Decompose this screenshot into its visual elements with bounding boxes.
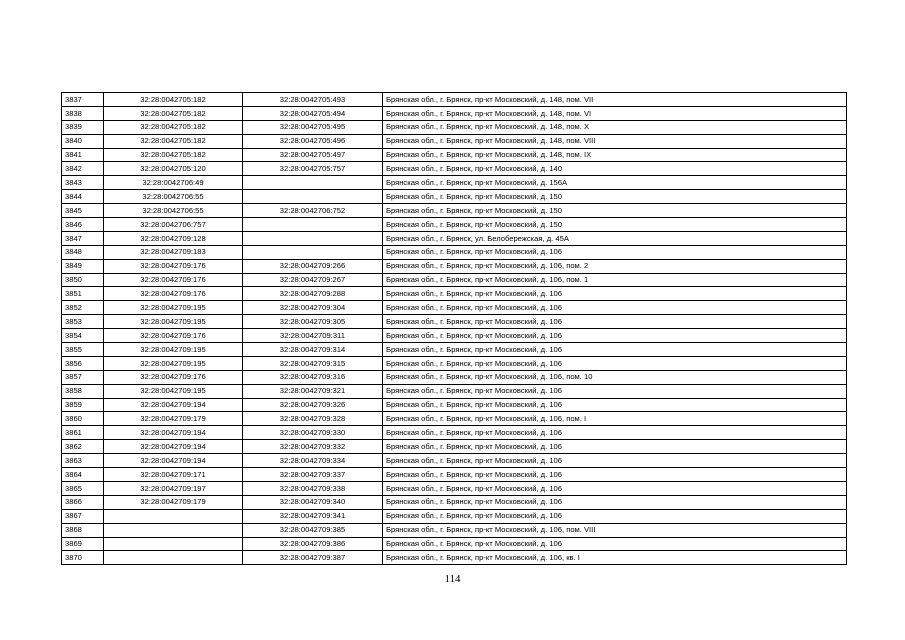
object-number-cell: 32:28:0042709:326 bbox=[243, 398, 383, 412]
table-row bbox=[62, 176, 847, 190]
row-number-cell: 3854 bbox=[62, 329, 104, 343]
object-number-cell: 32:28:0042709:330 bbox=[243, 426, 383, 440]
address-cell: Брянская обл., г. Брянск, пр-кт Московский, д. 106 bbox=[383, 356, 847, 370]
object-number-cell bbox=[243, 231, 383, 245]
row-number-cell: 3841 bbox=[62, 148, 104, 162]
parcel-number-cell bbox=[104, 523, 243, 537]
object-number-cell: 32:28:0042709:266 bbox=[243, 259, 383, 273]
address-cell: Брянская обл., г. Брянск, пр-кт Московский, д. 106 bbox=[383, 329, 847, 343]
table-row bbox=[62, 509, 847, 523]
object-number-cell: 32:28:0042709:341 bbox=[243, 509, 383, 523]
object-number-cell: 32:28:0042709:328 bbox=[243, 412, 383, 426]
row-number-cell: 3844 bbox=[62, 190, 104, 204]
parcel-number-cell: 32:28:0042706:55 bbox=[104, 190, 243, 204]
object-number-cell bbox=[243, 218, 383, 232]
parcel-number-cell: 32:28:0042706:55 bbox=[104, 204, 243, 218]
object-number-cell: 32:28:0042705:495 bbox=[243, 120, 383, 134]
address-cell: Брянская обл., г. Брянск, пр-кт Московский, д. 106, пом. 10 bbox=[383, 370, 847, 384]
object-number-cell: 32:28:0042709:305 bbox=[243, 315, 383, 329]
object-number-cell: 32:28:0042709:316 bbox=[243, 370, 383, 384]
row-number-cell: 3842 bbox=[62, 162, 104, 176]
parcel-number-cell: 32:28:0042709:171 bbox=[104, 468, 243, 482]
row-number-cell: 3869 bbox=[62, 537, 104, 551]
table-row bbox=[62, 523, 847, 537]
address-cell: Брянская обл., г. Брянск, пр-кт Московский, д. 156А bbox=[383, 176, 847, 190]
parcel-number-cell bbox=[104, 537, 243, 551]
parcel-number-cell: 32:28:0042706:49 bbox=[104, 176, 243, 190]
address-cell: Брянская обл., г. Брянск, пр-кт Московский, д. 148, пом. IX bbox=[383, 148, 847, 162]
table-row bbox=[62, 134, 847, 148]
object-number-cell: 32:28:0042709:332 bbox=[243, 440, 383, 454]
row-number-cell: 3865 bbox=[62, 481, 104, 495]
row-number-cell: 3859 bbox=[62, 398, 104, 412]
address-cell: Брянская обл., г. Брянск, пр-кт Московский, д. 106, кв. I bbox=[383, 551, 847, 565]
table-row bbox=[62, 440, 847, 454]
address-cell: Брянская обл., г. Брянск, пр-кт Московский, д. 106 bbox=[383, 481, 847, 495]
address-cell: Брянская обл., г. Брянск, пр-кт Московский, д. 106, пом. 1 bbox=[383, 273, 847, 287]
object-number-cell bbox=[243, 190, 383, 204]
object-number-cell: 32:28:0042705:497 bbox=[243, 148, 383, 162]
object-number-cell: 32:28:0042705:757 bbox=[243, 162, 383, 176]
table-row bbox=[62, 106, 847, 120]
address-cell: Брянская обл., г. Брянск, пр-кт Московский, д. 106 bbox=[383, 301, 847, 315]
table-row bbox=[62, 356, 847, 370]
address-cell: Брянская обл., г. Брянск, пр-кт Московский, д. 148, пом. VII bbox=[383, 93, 847, 107]
row-number-cell: 3855 bbox=[62, 343, 104, 357]
object-number-cell: 32:28:0042709:337 bbox=[243, 468, 383, 482]
parcel-number-cell: 32:28:0042705:182 bbox=[104, 148, 243, 162]
row-number-cell: 3861 bbox=[62, 426, 104, 440]
address-cell: Брянская обл., г. Брянск, ул. Белобережская, д. 45А bbox=[383, 231, 847, 245]
parcel-number-cell bbox=[104, 551, 243, 565]
object-number-cell: 32:28:0042709:338 bbox=[243, 481, 383, 495]
row-number-cell: 3850 bbox=[62, 273, 104, 287]
address-cell: Брянская обл., г. Брянск, пр-кт Московский, д. 148, пом. VIII bbox=[383, 134, 847, 148]
table-row bbox=[62, 93, 847, 107]
address-cell: Брянская обл., г. Брянск, пр-кт Московский, д. 106 bbox=[383, 454, 847, 468]
cadastral-table bbox=[61, 92, 847, 565]
address-cell: Брянская обл., г. Брянск, пр-кт Московский, д. 106 bbox=[383, 398, 847, 412]
table-row bbox=[62, 190, 847, 204]
table-row bbox=[62, 551, 847, 565]
table-row bbox=[62, 315, 847, 329]
parcel-number-cell: 32:28:0042709:176 bbox=[104, 287, 243, 301]
address-cell: Брянская обл., г. Брянск, пр-кт Московский, д. 150 bbox=[383, 218, 847, 232]
row-number-cell: 3851 bbox=[62, 287, 104, 301]
table-row bbox=[62, 162, 847, 176]
object-number-cell: 32:28:0042709:267 bbox=[243, 273, 383, 287]
table-row bbox=[62, 454, 847, 468]
row-number-cell: 3839 bbox=[62, 120, 104, 134]
row-number-cell: 3845 bbox=[62, 204, 104, 218]
table-row bbox=[62, 231, 847, 245]
object-number-cell: 32:28:0042709:314 bbox=[243, 343, 383, 357]
address-cell: Брянская обл., г. Брянск, пр-кт Московский, д. 148, пом. VI bbox=[383, 106, 847, 120]
object-number-cell: 32:28:0042709:385 bbox=[243, 523, 383, 537]
object-number-cell: 32:28:0042709:334 bbox=[243, 454, 383, 468]
table-row bbox=[62, 259, 847, 273]
parcel-number-cell: 32:28:0042705:182 bbox=[104, 106, 243, 120]
address-cell: Брянская обл., г. Брянск, пр-кт Московский, д. 148, пом. X bbox=[383, 120, 847, 134]
row-number-cell: 3837 bbox=[62, 93, 104, 107]
table-row bbox=[62, 384, 847, 398]
table-row bbox=[62, 495, 847, 509]
parcel-number-cell: 32:28:0042709:183 bbox=[104, 245, 243, 259]
row-number-cell: 3867 bbox=[62, 509, 104, 523]
table-row bbox=[62, 343, 847, 357]
object-number-cell: 32:28:0042709:311 bbox=[243, 329, 383, 343]
row-number-cell: 3863 bbox=[62, 454, 104, 468]
address-cell: Брянская обл., г. Брянск, пр-кт Московский, д. 106 bbox=[383, 509, 847, 523]
object-number-cell: 32:28:0042709:315 bbox=[243, 356, 383, 370]
parcel-number-cell bbox=[104, 509, 243, 523]
table-row bbox=[62, 287, 847, 301]
address-cell: Брянская обл., г. Брянск, пр-кт Московский, д. 106 bbox=[383, 468, 847, 482]
parcel-number-cell: 32:28:0042709:194 bbox=[104, 426, 243, 440]
parcel-number-cell: 32:28:0042709:195 bbox=[104, 356, 243, 370]
row-number-cell: 3840 bbox=[62, 134, 104, 148]
address-cell: Брянская обл., г. Брянск, пр-кт Московский, д. 106 bbox=[383, 384, 847, 398]
address-cell: Брянская обл., г. Брянск, пр-кт Московский, д. 106 bbox=[383, 537, 847, 551]
address-cell: Брянская обл., г. Брянск, пр-кт Московский, д. 106 bbox=[383, 343, 847, 357]
table-row bbox=[62, 273, 847, 287]
row-number-cell: 3858 bbox=[62, 384, 104, 398]
address-cell: Брянская обл., г. Брянск, пр-кт Московский, д. 106 bbox=[383, 495, 847, 509]
address-cell: Брянская обл., г. Брянск, пр-кт Московский, д. 106 bbox=[383, 440, 847, 454]
object-number-cell: 32:28:0042709:304 bbox=[243, 301, 383, 315]
row-number-cell: 3862 bbox=[62, 440, 104, 454]
address-cell: Брянская обл., г. Брянск, пр-кт Московский, д. 106 bbox=[383, 315, 847, 329]
address-cell: Брянская обл., г. Брянск, пр-кт Московский, д. 106, пом. VIII bbox=[383, 523, 847, 537]
row-number-cell: 3857 bbox=[62, 370, 104, 384]
address-cell: Брянская обл., г. Брянск, пр-кт Московский, д. 106 bbox=[383, 426, 847, 440]
table-body bbox=[62, 93, 847, 565]
parcel-number-cell: 32:28:0042709:195 bbox=[104, 301, 243, 315]
table-row bbox=[62, 329, 847, 343]
table-row bbox=[62, 481, 847, 495]
object-number-cell: 32:28:0042709:340 bbox=[243, 495, 383, 509]
object-number-cell: 32:28:0042705:496 bbox=[243, 134, 383, 148]
parcel-number-cell: 32:28:0042709:195 bbox=[104, 384, 243, 398]
row-number-cell: 3843 bbox=[62, 176, 104, 190]
row-number-cell: 3848 bbox=[62, 245, 104, 259]
object-number-cell bbox=[243, 245, 383, 259]
table-row bbox=[62, 120, 847, 134]
parcel-number-cell: 32:28:0042709:176 bbox=[104, 259, 243, 273]
table-row bbox=[62, 468, 847, 482]
table-row bbox=[62, 218, 847, 232]
row-number-cell: 3856 bbox=[62, 356, 104, 370]
row-number-cell: 3870 bbox=[62, 551, 104, 565]
parcel-number-cell: 32:28:0042709:195 bbox=[104, 343, 243, 357]
row-number-cell: 3852 bbox=[62, 301, 104, 315]
table-row bbox=[62, 370, 847, 384]
address-cell: Брянская обл., г. Брянск, пр-кт Московский, д. 140 bbox=[383, 162, 847, 176]
parcel-number-cell: 32:28:0042706:757 bbox=[104, 218, 243, 232]
address-cell: Брянская обл., г. Брянск, пр-кт Московский, д. 106, пом. I bbox=[383, 412, 847, 426]
table-row bbox=[62, 301, 847, 315]
parcel-number-cell: 32:28:0042709:195 bbox=[104, 315, 243, 329]
parcel-number-cell: 32:28:0042709:176 bbox=[104, 370, 243, 384]
parcel-number-cell: 32:28:0042709:128 bbox=[104, 231, 243, 245]
table-row bbox=[62, 426, 847, 440]
object-number-cell: 32:28:0042709:288 bbox=[243, 287, 383, 301]
parcel-number-cell: 32:28:0042705:182 bbox=[104, 93, 243, 107]
object-number-cell bbox=[243, 176, 383, 190]
parcel-number-cell: 32:28:0042705:120 bbox=[104, 162, 243, 176]
parcel-number-cell: 32:28:0042709:194 bbox=[104, 454, 243, 468]
parcel-number-cell: 32:28:0042709:179 bbox=[104, 495, 243, 509]
table-row bbox=[62, 412, 847, 426]
address-cell: Брянская обл., г. Брянск, пр-кт Московский, д. 106 bbox=[383, 287, 847, 301]
parcel-number-cell: 32:28:0042709:194 bbox=[104, 440, 243, 454]
row-number-cell: 3860 bbox=[62, 412, 104, 426]
row-number-cell: 3866 bbox=[62, 495, 104, 509]
parcel-number-cell: 32:28:0042709:197 bbox=[104, 481, 243, 495]
table-row bbox=[62, 204, 847, 218]
row-number-cell: 3864 bbox=[62, 468, 104, 482]
address-cell: Брянская обл., г. Брянск, пр-кт Московский, д. 150 bbox=[383, 204, 847, 218]
object-number-cell: 32:28:0042705:494 bbox=[243, 106, 383, 120]
address-cell: Брянская обл., г. Брянск, пр-кт Московский, д. 150 bbox=[383, 190, 847, 204]
table-row bbox=[62, 245, 847, 259]
parcel-number-cell: 32:28:0042705:182 bbox=[104, 120, 243, 134]
parcel-number-cell: 32:28:0042709:194 bbox=[104, 398, 243, 412]
row-number-cell: 3868 bbox=[62, 523, 104, 537]
address-cell: Брянская обл., г. Брянск, пр-кт Московский, д. 106, пом. 2 bbox=[383, 259, 847, 273]
table-row bbox=[62, 398, 847, 412]
page-number: 114 bbox=[444, 573, 461, 585]
row-number-cell: 3847 bbox=[62, 231, 104, 245]
row-number-cell: 3846 bbox=[62, 218, 104, 232]
object-number-cell: 32:28:0042709:386 bbox=[243, 537, 383, 551]
object-number-cell: 32:28:0042709:321 bbox=[243, 384, 383, 398]
object-number-cell: 32:28:0042705:493 bbox=[243, 93, 383, 107]
parcel-number-cell: 32:28:0042709:176 bbox=[104, 273, 243, 287]
parcel-number-cell: 32:28:0042709:176 bbox=[104, 329, 243, 343]
object-number-cell: 32:28:0042709:387 bbox=[243, 551, 383, 565]
table-row bbox=[62, 537, 847, 551]
row-number-cell: 3838 bbox=[62, 106, 104, 120]
object-number-cell: 32:28:0042706:752 bbox=[243, 204, 383, 218]
row-number-cell: 3853 bbox=[62, 315, 104, 329]
address-cell: Брянская обл., г. Брянск, пр-кт Московский, д. 106 bbox=[383, 245, 847, 259]
parcel-number-cell: 32:28:0042705:182 bbox=[104, 134, 243, 148]
table-row bbox=[62, 148, 847, 162]
row-number-cell: 3849 bbox=[62, 259, 104, 273]
parcel-number-cell: 32:28:0042709:179 bbox=[104, 412, 243, 426]
